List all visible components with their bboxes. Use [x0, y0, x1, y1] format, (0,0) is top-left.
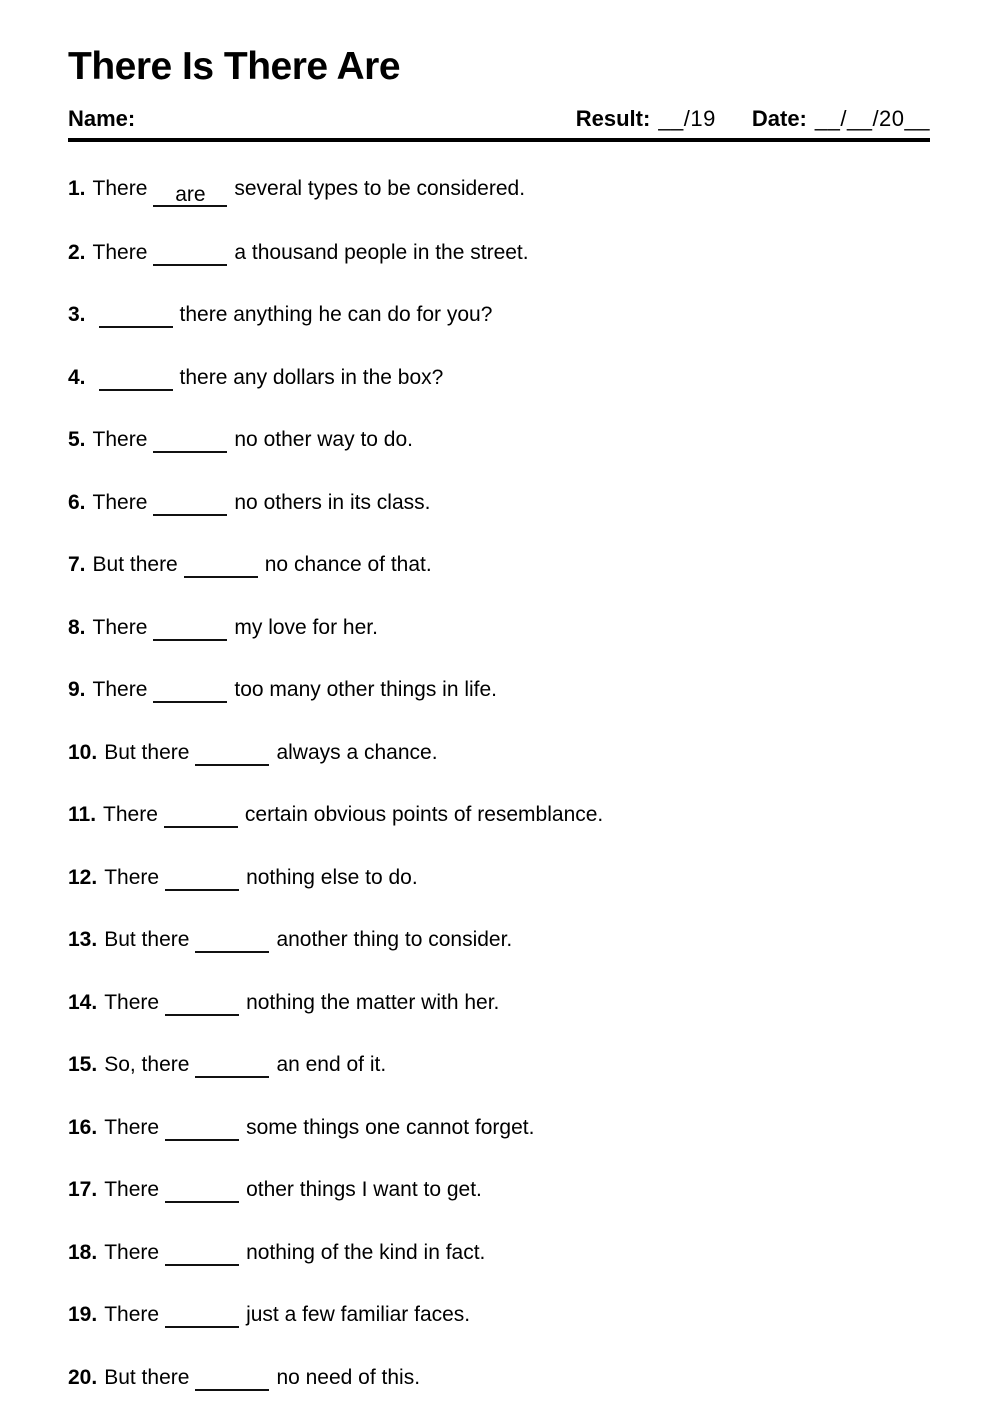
question-post-text: too many other things in life. [234, 678, 498, 702]
question-post-text: just a few familiar faces. [246, 1303, 471, 1327]
question-row [68, 1049, 930, 1077]
question-number: 8. [68, 615, 86, 639]
page-title: There Is There Are [68, 45, 401, 88]
question-pre-text: There [104, 1178, 160, 1202]
answer-blank[interactable] [195, 742, 269, 766]
question-number: 16. [68, 1115, 98, 1139]
question-row [68, 1112, 930, 1140]
question-pre-text: There [92, 615, 148, 639]
question-pre-text: But there [104, 928, 190, 952]
question-post-text: my love for her. [234, 615, 378, 639]
answer-blank[interactable] [165, 1117, 239, 1141]
question-post-text: nothing else to do. [246, 865, 418, 889]
answer-blank[interactable] [195, 929, 269, 953]
question-row [68, 1299, 930, 1327]
question-post-text: there anything he can do for you? [179, 303, 493, 327]
question-number: 17. [68, 1178, 98, 1202]
answer-blank[interactable] [99, 367, 173, 391]
answer-text: are [175, 183, 206, 207]
question-pre-text: But there [92, 553, 178, 577]
answer-blank[interactable] [195, 1054, 269, 1078]
question-row [68, 987, 930, 1015]
question-row [68, 1237, 930, 1265]
questions-list [68, 177, 930, 1390]
answer-blank[interactable] [165, 1179, 239, 1203]
question-row [68, 177, 930, 207]
question-post-text: other things I want to get. [246, 1178, 482, 1202]
question-number: 6. [68, 490, 86, 514]
answer-blank[interactable] [165, 867, 239, 891]
question-pre-text: But there [104, 1365, 190, 1389]
question-pre-text: There [92, 240, 148, 264]
answer-blank[interactable] [153, 492, 227, 516]
question-pre-text: So, there [104, 1053, 190, 1077]
question-post-text: always a chance. [276, 740, 438, 764]
question-pre-text: There [104, 865, 160, 889]
question-post-text: no others in its class. [234, 490, 431, 514]
question-row [68, 1362, 930, 1390]
question-row [68, 362, 930, 390]
question-row [68, 799, 930, 827]
question-pre-text: But there [104, 740, 190, 764]
question-number: 20. [68, 1365, 98, 1389]
header-meta-row [68, 102, 930, 131]
answer-blank[interactable] [165, 1242, 239, 1266]
answer-blank[interactable] [153, 242, 227, 266]
question-number: 13. [68, 928, 98, 952]
question-number: 7. [68, 553, 86, 577]
header-meta-right [576, 107, 930, 131]
header-divider [68, 138, 930, 142]
question-number: 19. [68, 1303, 98, 1327]
question-post-text: some things one cannot forget. [246, 1115, 535, 1139]
question-post-text: an end of it. [276, 1053, 387, 1077]
question-row [68, 862, 930, 890]
question-number: 1. [68, 177, 86, 201]
question-row [68, 549, 930, 577]
result-label: Result: [575, 105, 651, 131]
date-value[interactable]: __/__/20__ [814, 105, 930, 131]
question-pre-text: There [104, 1240, 160, 1264]
question-number: 5. [68, 428, 86, 452]
answer-blank[interactable] [153, 617, 227, 641]
answer-blank[interactable] [184, 554, 258, 578]
result-group [576, 107, 716, 131]
question-number: 3. [68, 303, 86, 327]
question-post-text: another thing to consider. [276, 928, 513, 952]
question-row [68, 924, 930, 952]
question-number: 12. [68, 865, 98, 889]
answer-blank[interactable] [165, 1304, 239, 1328]
question-row [68, 612, 930, 640]
answer-blank[interactable] [153, 679, 227, 703]
question-post-text: a thousand people in the street. [234, 240, 529, 264]
name-blank[interactable] [135, 102, 576, 126]
question-pre-text: There [92, 490, 148, 514]
question-pre-text: There [104, 1303, 160, 1327]
question-number: 14. [68, 990, 98, 1014]
answer-blank[interactable] [153, 429, 227, 453]
date-label: Date: [751, 105, 807, 131]
answer-blank[interactable] [99, 304, 173, 328]
question-number: 11. [68, 803, 97, 827]
name-label: Name: [68, 105, 136, 131]
question-pre-text: There [104, 990, 160, 1014]
question-row [68, 299, 930, 327]
question-post-text: no chance of that. [264, 553, 432, 577]
question-post-text: no other way to do. [234, 428, 413, 452]
question-row [68, 487, 930, 515]
result-value[interactable]: __/19 [658, 105, 716, 131]
question-number: 15. [68, 1053, 98, 1077]
question-pre-text: There [92, 177, 148, 201]
question-post-text: nothing of the kind in fact. [246, 1240, 486, 1264]
question-number: 18. [68, 1240, 98, 1264]
answer-blank[interactable] [165, 992, 239, 1016]
date-group [752, 107, 930, 131]
question-post-text: nothing the matter with her. [246, 990, 500, 1014]
question-pre-text: There [92, 678, 148, 702]
answer-blank[interactable] [195, 1367, 269, 1391]
question-post-text: there any dollars in the box? [179, 365, 444, 389]
question-number: 9. [68, 678, 86, 702]
question-number: 2. [68, 240, 86, 264]
question-pre-text: There [104, 1115, 160, 1139]
question-pre-text: There [92, 428, 148, 452]
question-post-text: no need of this. [276, 1365, 421, 1389]
question-number: 10. [68, 740, 98, 764]
question-pre-text: There [103, 803, 158, 827]
question-row [68, 1174, 930, 1202]
question-number: 4. [68, 365, 86, 389]
question-row [68, 737, 930, 765]
question-row [68, 237, 930, 265]
question-post-text: several types to be considered. [234, 177, 526, 201]
question-row [68, 674, 930, 702]
answer-blank[interactable] [153, 183, 227, 207]
question-post-text: certain obvious points of resemblance. [244, 803, 604, 827]
question-row [68, 424, 930, 452]
answer-blank[interactable] [164, 804, 238, 828]
